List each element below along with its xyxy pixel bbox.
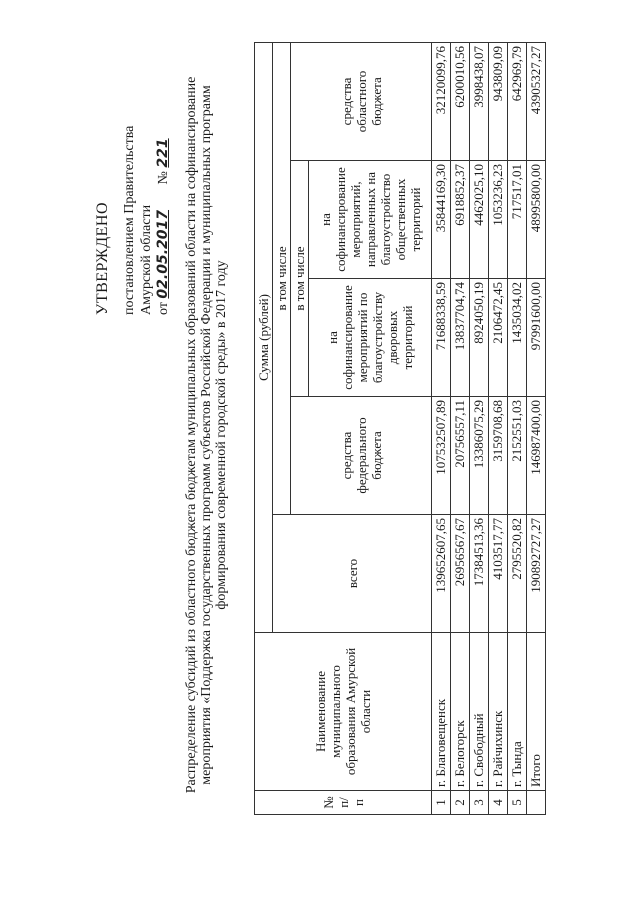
row-federal: 146987400,00: [527, 397, 546, 515]
header-sum-group: Сумма (рублей): [255, 42, 273, 632]
row-public: 35844169,30: [432, 161, 451, 279]
table-row: [470, 42, 489, 814]
row-yards: 8924050,19: [470, 279, 489, 397]
header-federal: средства федерального бюджета: [291, 397, 432, 515]
header-yards: на софинансирование мероприятий по благоустройству дворовых территорий: [309, 279, 432, 397]
row-name: г. Белогорск: [451, 633, 470, 791]
handwritten-number: 221: [155, 138, 171, 168]
subsidy-table: [254, 42, 546, 815]
row-yards: 2106472,45: [489, 279, 508, 397]
table-body: [432, 42, 546, 814]
row-yards: 71688338,59: [432, 279, 451, 397]
table-row: [432, 42, 451, 814]
row-yards: 13837704,74: [451, 279, 470, 397]
row-regional: 43905327,27: [527, 42, 546, 160]
row-regional: 3998438,07: [470, 42, 489, 160]
header-regional: средства областного бюджета: [291, 42, 432, 160]
row-total: 26956567,67: [451, 515, 470, 633]
table-row: [508, 42, 527, 814]
approval-line-2: Амурской области: [139, 204, 154, 315]
table-row: [451, 42, 470, 814]
row-regional: 6200010,56: [451, 42, 470, 160]
approval-date-line: [155, 25, 172, 315]
handwritten-date: 02.05.2017: [155, 209, 171, 299]
number-label: №: [156, 171, 171, 185]
row-public: 1053236,23: [489, 161, 508, 279]
row-total: 17384513,36: [470, 515, 489, 633]
row-index: 5: [508, 791, 527, 815]
header-name: Наименование муниципального образования Амурской области: [255, 633, 432, 791]
row-federal: 107532507,89: [432, 397, 451, 515]
header-public: на софинансирование мероприятий, направленных на благоустройство общественных территорий: [309, 161, 432, 279]
row-total: 190892727,27: [527, 515, 546, 633]
row-name: г. Свободный: [470, 633, 489, 791]
row-regional: 943809,09: [489, 42, 508, 160]
row-index: 4: [489, 791, 508, 815]
row-regional: 642969,79: [508, 42, 527, 160]
header-index: № п/п: [255, 791, 432, 815]
row-public: 6918852,37: [451, 161, 470, 279]
row-yards: 97991600,00: [527, 279, 546, 397]
approval-title: УТВЕРЖДЕНО: [94, 201, 111, 315]
row-federal: 3159708,68: [489, 397, 508, 515]
row-total: 139652607,65: [432, 515, 451, 633]
row-public: 4462025,10: [470, 161, 489, 279]
row-yards: 1435034,02: [508, 279, 527, 397]
row-federal: 20756557,11: [451, 397, 470, 515]
row-index: 2: [451, 791, 470, 815]
row-name: г. Тында: [508, 633, 527, 791]
header-in-that-number-2: в том числе: [291, 161, 309, 397]
date-prefix: от: [156, 302, 171, 315]
table-row: [489, 42, 508, 814]
table-row: [527, 42, 546, 814]
row-public: 717517,01: [508, 161, 527, 279]
approval-stamp: [94, 25, 172, 315]
row-federal: 13386075,29: [470, 397, 489, 515]
row-index: [527, 791, 546, 815]
row-public: 48995800,00: [527, 161, 546, 279]
document-heading: Распределение субсидий из областного бюджета бюджетам муниципальных образований области на софинансирование мероприятия «Поддержка государственных программ субъектов Российской Федерации и муниципальных программ формирования современной городской среды» в 2017 году: [184, 76, 229, 794]
row-name: Итого: [527, 633, 546, 791]
approval-line-1: постановлением Правительства: [122, 125, 137, 315]
row-index: 1: [432, 791, 451, 815]
row-index: 3: [470, 791, 489, 815]
row-federal: 2152551,03: [508, 397, 527, 515]
header-total: всего: [273, 515, 432, 633]
header-in-that-number: в том числе: [273, 42, 291, 514]
row-total: 4103517,77: [489, 515, 508, 633]
row-total: 2795520,82: [508, 515, 527, 633]
row-regional: 32120099,76: [432, 42, 451, 160]
row-name: г. Благовещенск: [432, 633, 451, 791]
row-name: г. Райчихинск: [489, 633, 508, 791]
